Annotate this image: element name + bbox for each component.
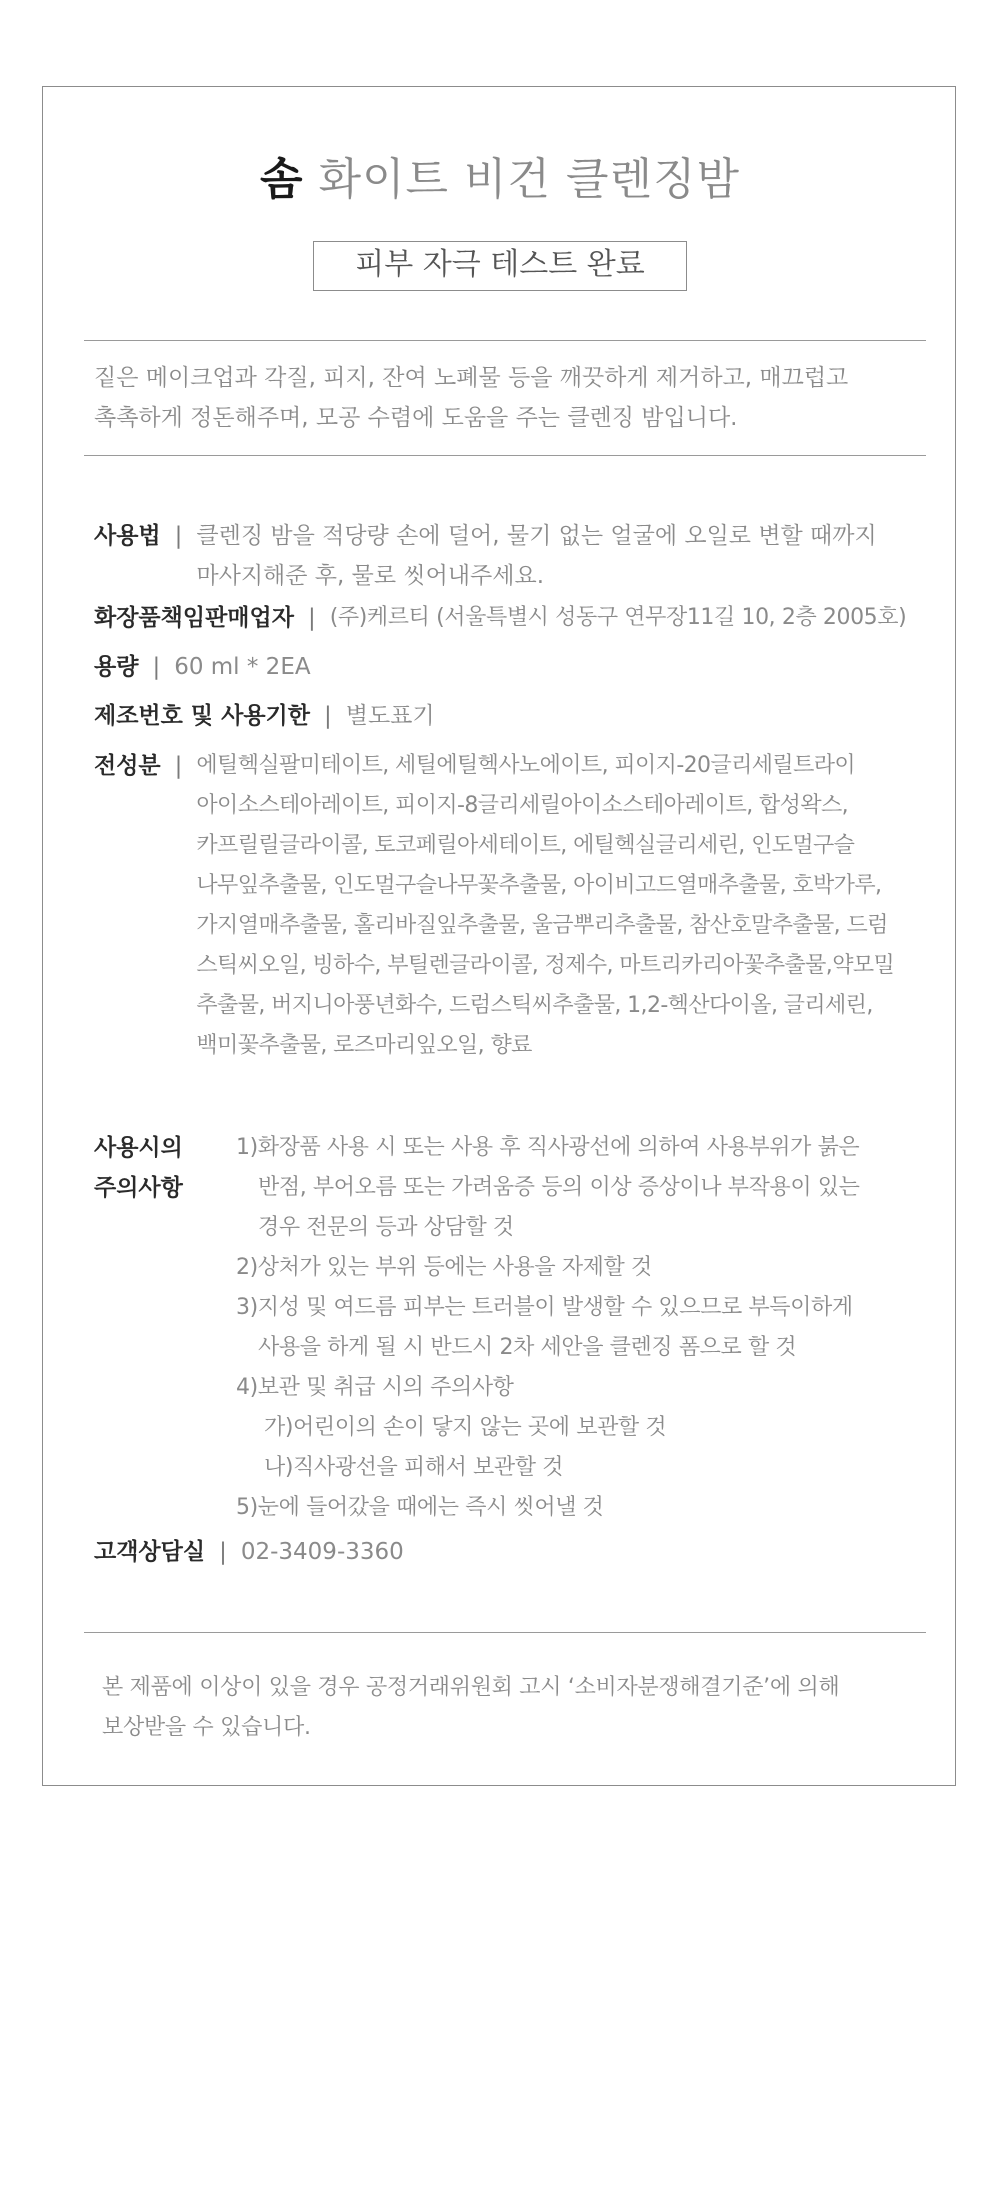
caution-line: 5)눈에 들어갔을 때에는 즉시 씻어낼 것 xyxy=(236,1495,604,1520)
caution-line: 3)지성 및 여드름 피부는 트러블이 발생할 수 있으므로 부득이하게 xyxy=(236,1295,853,1320)
caution-list xyxy=(236,1128,936,1528)
footer-line: 본 제품에 이상이 있을 경우 공정거래위원회 고시 ‘소비자분쟁해결기준’에 의해 xyxy=(102,1675,840,1700)
volume-row xyxy=(94,647,311,687)
seller-value: (주)케르티 (서울특별시 성동구 연무장11길 10, 2층 2005호) xyxy=(329,605,907,630)
ingredients-value xyxy=(196,746,894,1066)
ingredients-line: 아이소스테아레이트, 피이지-8글리세릴아이소스테아레이트, 합성왁스, xyxy=(196,793,849,818)
volume-label: 용량 xyxy=(94,654,139,680)
description-line: 짙은 메이크업과 각질, 피지, 잔여 노폐물 등을 깨끗하게 제거하고, 매끄럽고 xyxy=(94,365,849,391)
ingredients-row xyxy=(94,746,894,1066)
caution-line: 사용을 하게 될 시 반드시 2차 세안을 클렌징 폼으로 할 것 xyxy=(258,1335,797,1360)
ingredients-line: 가지열매추출물, 홀리바질잎추출물, 울금뿌리추출물, 참산호말추출물, 드럼 xyxy=(196,913,888,938)
footer-line: 보상받을 수 있습니다. xyxy=(102,1715,311,1740)
caution-label-line: 주의사항 xyxy=(94,1175,183,1201)
caution-label xyxy=(94,1128,183,1208)
contact-row xyxy=(94,1532,404,1572)
separator: | xyxy=(174,753,183,779)
separator: | xyxy=(152,654,161,680)
product-name: 화이트 비건 클렌징밤 xyxy=(318,154,741,205)
contact-label: 고객상담실 xyxy=(94,1539,206,1565)
caution-line: 경우 전문의 등과 상담할 것 xyxy=(258,1215,514,1240)
product-description xyxy=(94,358,924,438)
caution-line: 2)상처가 있는 부위 등에는 사용을 자제할 것 xyxy=(236,1255,652,1280)
contact-phone: 02-3409-3360 xyxy=(240,1539,404,1565)
caution-line: 1)화장품 사용 시 또는 사용 후 직사광선에 의하여 사용부위가 붉은 xyxy=(236,1135,860,1160)
ingredients-label: 전성분 xyxy=(94,753,161,779)
divider xyxy=(84,455,926,456)
footer-notice xyxy=(102,1668,932,1748)
brand-name: 솜 xyxy=(259,154,304,205)
caution-line: 가)어린이의 손이 닿지 않는 곳에 보관할 것 xyxy=(264,1415,667,1440)
seller-label: 화장품책임판매업자 xyxy=(94,605,294,631)
ingredients-line: 스틱씨오일, 빙하수, 부틸렌글라이콜, 정제수, 마트리카리아꽃추출물,약모밀 xyxy=(196,953,895,978)
usage-line: 클렌징 밤을 적당량 손에 덜어, 물기 없는 얼굴에 오일로 변할 때까지 xyxy=(196,523,877,549)
lot-row xyxy=(94,696,435,736)
separator: | xyxy=(219,1539,227,1565)
lot-label: 제조번호 및 사용기한 xyxy=(94,703,310,729)
usage-line: 마사지해준 후, 물로 씻어내주세요. xyxy=(196,563,545,589)
caution-line: 4)보관 및 취급 시의 주의사항 xyxy=(236,1375,514,1400)
volume-value: 60 ml * 2EA xyxy=(174,654,311,680)
usage-label: 사용법 xyxy=(94,523,161,549)
usage-row xyxy=(94,516,877,596)
caution-label-line: 사용시의 xyxy=(94,1135,183,1161)
ingredients-line: 백미꽃추출물, 로즈마리잎오일, 향료 xyxy=(196,1033,532,1058)
divider xyxy=(84,340,926,341)
lot-value: 별도표기 xyxy=(345,703,435,729)
ingredients-line: 나무잎추출물, 인도멀구슬나무꽃추출물, 아이비고드열매추출물, 호박가루, xyxy=(196,873,882,898)
ingredients-line: 카프릴릴글라이콜, 토코페릴아세테이트, 에틸헥실글리세린, 인도멀구슬 xyxy=(196,833,855,858)
usage-value xyxy=(196,516,876,596)
ingredients-line: 에틸헥실팔미테이트, 세틸에틸헥사노에이트, 피이지-20글리세릴트라이 xyxy=(196,753,856,778)
separator: | xyxy=(323,703,332,729)
skin-test-badge: 피부 자극 테스트 완료 xyxy=(313,241,687,291)
caution-line: 반점, 부어오름 또는 가려움증 등의 이상 증상이나 부작용이 있는 xyxy=(258,1175,860,1200)
seller-row xyxy=(94,598,906,638)
product-title xyxy=(0,150,1000,210)
ingredients-line: 추출물, 버지니아풍년화수, 드럼스틱씨추출물, 1,2-헥산다이올, 글리세린, xyxy=(196,993,873,1018)
separator: | xyxy=(174,523,183,549)
description-line: 촉촉하게 정돈해주며, 모공 수렴에 도움을 주는 클렌징 밤입니다. xyxy=(94,405,738,431)
separator: | xyxy=(307,605,316,631)
caution-line: 나)직사광선을 피해서 보관할 것 xyxy=(264,1455,564,1480)
divider xyxy=(84,1632,926,1633)
